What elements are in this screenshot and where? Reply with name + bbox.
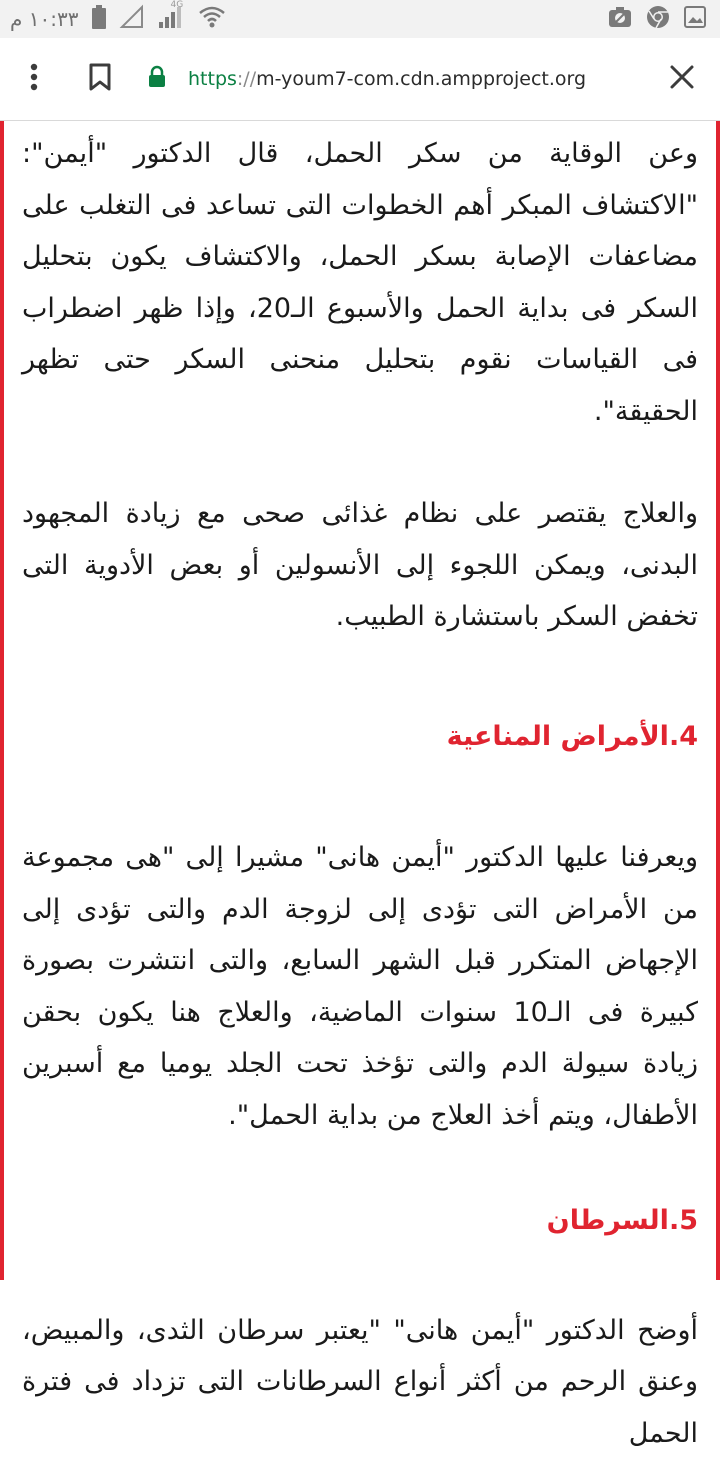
no-signal-icon <box>120 5 144 33</box>
screenshot-icon <box>608 6 632 32</box>
status-left <box>10 6 226 32</box>
paragraph-gestational-diabetes-prevention: وعن الوقاية من سكر الحمل، قال الدكتور "أيمن": "الاكتشاف المبكر أهم الخطوات التى تساعد فى التغلب على مضاعفات الإصابة بسكر الحمل، والاكتشاف يكون بتحليل السكر فى بداية الحمل والأسبوع الـ20، وإذا ظهر اضطراب فى القياسات نقوم بتحليل منحنى السكر حتى تظهر الحقيقة". <box>22 128 698 437</box>
heading-number: 5. <box>669 1205 698 1236</box>
paragraph-autoimmune-diseases: ويعرفنا عليها الدكتور "أيمن هانى" مشيرا إلى "هى مجموعة من الأمراض التى تؤدى إلى لزوجة الدم والتى تؤدى إلى الإجهاض المتكرر قبل الشهر السابع، والتى انتشرت بصورة كبيرة فى الـ10 سنوات الماضية، والعلاج هنا يكون بحقن زيادة سيولة الدم والتى تؤخذ تحت الجلد يوميا مع أسبرين الأطفال، ويتم أخذ العلاج من بداية الحمل". <box>22 832 698 1141</box>
status-right <box>608 5 706 33</box>
heading-cancer <box>22 1195 698 1247</box>
heading-autoimmune-diseases <box>22 711 698 763</box>
heading-number: 4. <box>669 721 698 752</box>
url-separator: :// <box>237 68 256 90</box>
article-body <box>22 121 698 1459</box>
status-bar <box>0 0 720 38</box>
paragraph-cancer: أوضح الدكتور "أيمن هانى" "يعتبر سرطان الثدى، والمبيض، وعنق الرحم من أكثر أنواع السرطانات التى تزداد فى فترة الحمل <box>22 1305 698 1459</box>
chrome-icon <box>646 5 670 33</box>
gallery-icon <box>684 6 706 32</box>
cell-signal-icon <box>158 5 184 33</box>
close-icon <box>670 65 694 93</box>
url-host: m-youm7-com.cdn.ampproject.org <box>256 68 586 90</box>
battery-icon <box>92 5 106 33</box>
url-scheme: https <box>188 68 237 90</box>
clock: ١٠:٣٣ م <box>10 7 78 31</box>
page-content[interactable] <box>0 121 720 1280</box>
close-tab-button[interactable] <box>662 38 702 120</box>
lock-icon <box>148 66 166 92</box>
bookmark-icon <box>89 63 111 95</box>
heading-text: السرطان <box>547 1205 669 1236</box>
more-vert-icon <box>30 63 38 95</box>
network-type-label: 4G <box>170 0 183 10</box>
bookmark-button[interactable] <box>78 38 122 120</box>
menu-button[interactable] <box>14 38 54 120</box>
url-field[interactable] <box>188 66 586 92</box>
browser-toolbar <box>0 38 720 121</box>
wifi-icon <box>198 5 226 33</box>
heading-text: الأمراض المناعية <box>447 721 669 752</box>
secure-lock-button[interactable] <box>142 38 172 120</box>
paragraph-diabetes-treatment: والعلاج يقتصر على نظام غذائى صحى مع زيادة المجهود البدنى، ويمكن اللجوء إلى الأنسولين أو بعض الأدوية التى تخفض السكر باستشارة الطبيب. <box>22 488 698 643</box>
